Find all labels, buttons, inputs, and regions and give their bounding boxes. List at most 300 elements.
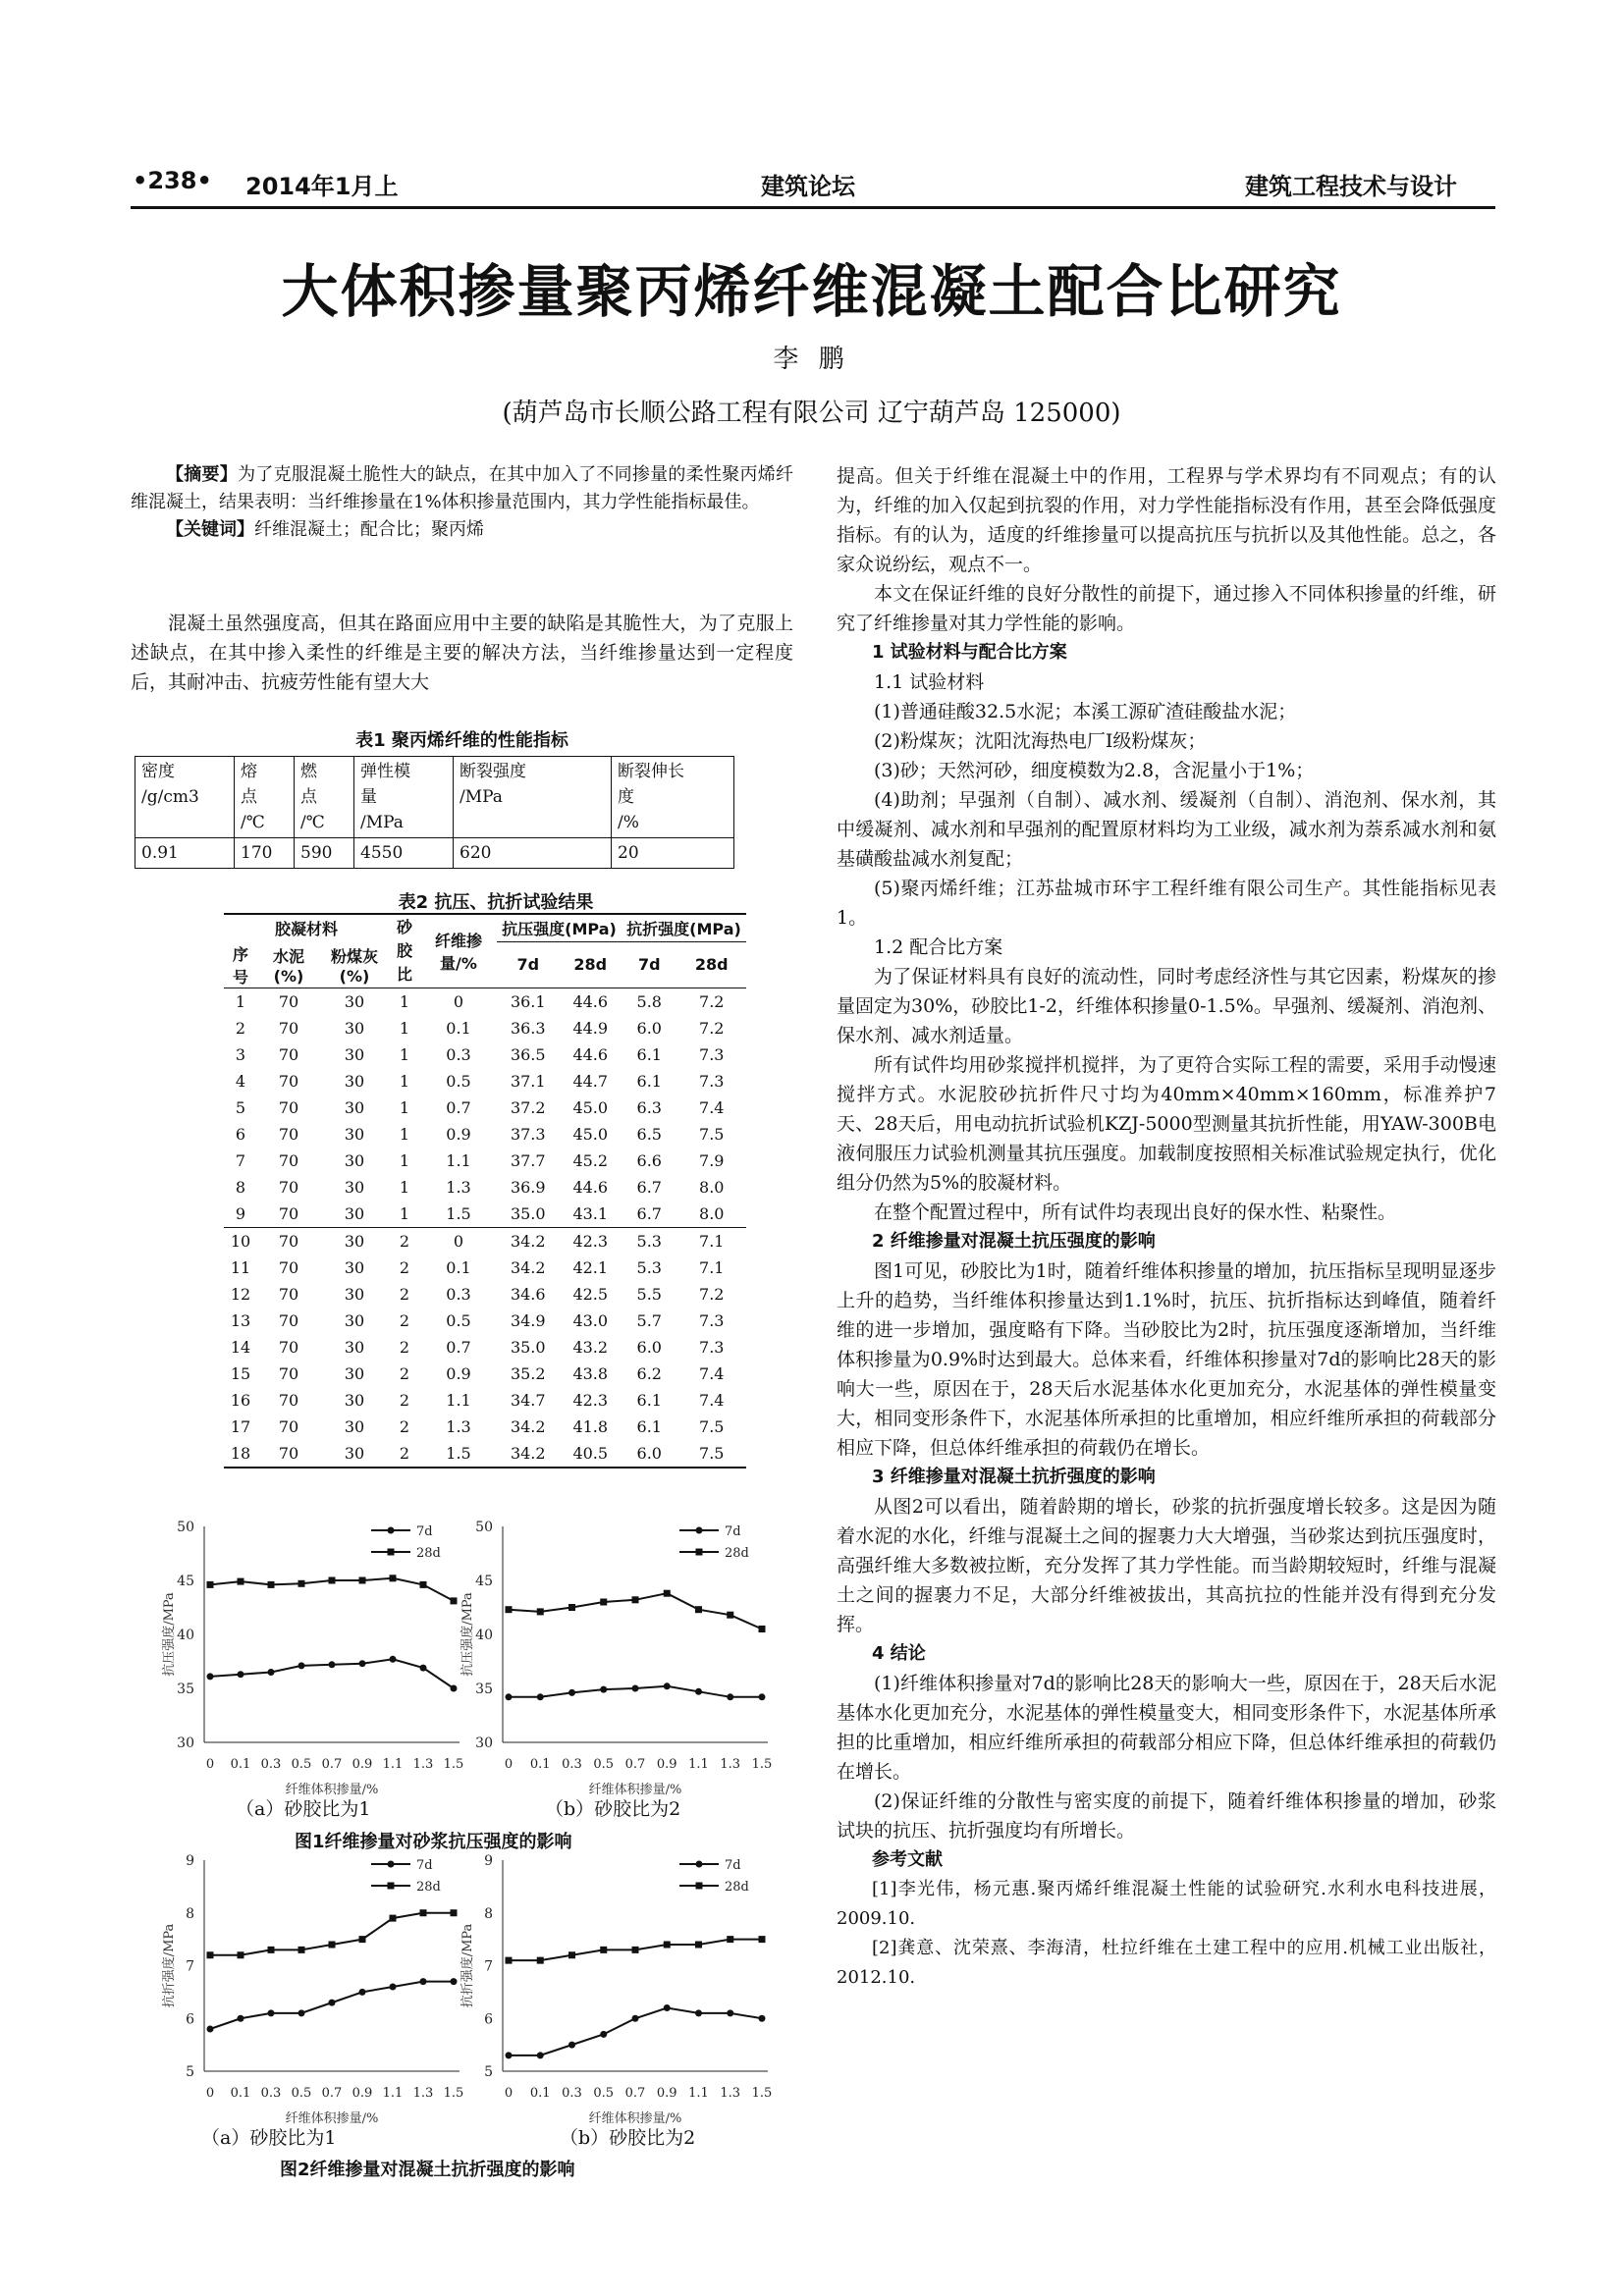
y-tick-label: 35	[475, 1682, 493, 1697]
table2-cell: 6.0	[636, 1337, 662, 1357]
y-tick-label: 6	[186, 2011, 194, 2028]
chart-fig1a	[157, 1517, 471, 1816]
table2-cell: 34.2	[510, 1416, 546, 1436]
point-28d	[268, 1581, 275, 1588]
x-tick-label: 0.5	[291, 2086, 312, 2101]
table2-cell: 70	[278, 1257, 299, 1277]
table2-cell: 6.1	[636, 1044, 662, 1064]
fig1-caption: 图1纤维掺量对砂浆抗压强度的影响	[295, 1832, 572, 1852]
point-7d	[329, 1661, 336, 1668]
table2-cell: 6.5	[636, 1124, 662, 1144]
table2-cell: 35.0	[510, 1203, 546, 1223]
table2-cell: 6.1	[636, 1416, 662, 1436]
x-tick-label: 1.1	[382, 2086, 404, 2101]
table2-cell: 44.7	[572, 1071, 609, 1091]
table2-cell: 44.6	[572, 1177, 609, 1197]
table2-cell: 37.7	[510, 1150, 546, 1170]
table2-cell: 45.2	[572, 1150, 609, 1170]
table1-header-cell: 密度 /g/cm3	[135, 757, 235, 838]
table2-cell: 44.6	[572, 1044, 609, 1064]
table2-cell: 42.5	[572, 1284, 609, 1304]
article-author: 李 鹏	[773, 345, 850, 374]
point-28d	[600, 1599, 607, 1606]
table2-cell: 70	[278, 1337, 299, 1357]
table2-cell: 6.0	[636, 1443, 662, 1463]
table2-cell: 5.8	[636, 991, 662, 1011]
legend-label: 28d	[725, 1880, 749, 1895]
para-method: 所有试件均用砂浆搅拌机搅拌，为了更符合实际工程的需要，采用手动慢速搅拌方式。水泥胶砂抗折件尺寸均为40mm×40mm×160mm，标准养护7天、28天后，用电动抗折试验机KZJ-5000型测量其抗折性能，用YAW-300B电液伺服压力试验机测量其抗压强度。加载制度按照相关标准试验规定执行，优化组分仍然为5%的胶凝材料。	[837, 1054, 1496, 1194]
point-28d	[568, 1951, 575, 1958]
table1	[135, 756, 734, 869]
table2-cell: 30	[344, 1097, 365, 1117]
table2-cell: 7.9	[699, 1150, 725, 1170]
table2-cell: 2	[399, 1443, 410, 1463]
table2-cell: 6.0	[636, 1018, 662, 1038]
point-7d	[268, 1669, 275, 1676]
table2-cell: 43.0	[572, 1310, 609, 1330]
point-28d	[268, 1947, 275, 1953]
abstract-block	[131, 461, 793, 544]
point-28d	[420, 1581, 427, 1588]
table2-caption: 表2 抗压、抗折试验结果	[398, 892, 594, 913]
x-tick-label: 0.7	[321, 1757, 343, 1772]
table2-cell: 45.0	[572, 1097, 609, 1117]
point-7d	[537, 2052, 544, 2058]
table2-cell: 12	[230, 1284, 251, 1304]
table-row	[224, 1255, 746, 1281]
x-tick-label: 1.3	[412, 2086, 434, 2101]
table2-cell: 42.3	[572, 1390, 609, 1410]
table2-cell: 8.0	[699, 1203, 725, 1223]
legend-label: 7d	[416, 1524, 433, 1539]
table2-cell: 0.1	[446, 1257, 471, 1277]
table2-cell: 35.2	[510, 1363, 546, 1383]
table2-cell: 30	[344, 1018, 365, 1038]
table2-cell: 34.2	[510, 1443, 546, 1463]
journal-column: 建筑工程技术与设计	[1245, 173, 1457, 200]
point-28d	[238, 1578, 244, 1585]
table-row	[224, 1334, 746, 1361]
y-tick-label: 35	[177, 1682, 194, 1697]
table-row	[224, 1440, 746, 1467]
point-28d	[298, 1947, 305, 1953]
legend-label: 28d	[416, 1546, 441, 1561]
material-2: (2)粉煤灰；沈阳沈海热电厂I级粉煤灰；	[874, 730, 1207, 752]
table2-cell: 70	[278, 991, 299, 1011]
point-7d	[420, 1978, 427, 1985]
section-1-heading: 1 试验材料与配合比方案	[872, 642, 1067, 663]
x-tick-label: 0	[504, 1757, 514, 1772]
table2-cell: 7.3	[699, 1337, 725, 1357]
x-tick-label: 0	[205, 1757, 215, 1772]
table2-cell: 40.5	[572, 1443, 609, 1463]
section-2-heading: 2 纤维掺量对混凝土抗压强度的影响	[872, 1231, 1156, 1252]
point-7d	[359, 1660, 366, 1667]
legend-marker-7d	[388, 1861, 395, 1868]
point-28d	[537, 1957, 544, 1964]
point-28d	[632, 1596, 639, 1603]
table-row	[224, 1308, 746, 1334]
table2-cell: 70	[278, 1071, 299, 1091]
table2-cell: 70	[278, 1416, 299, 1436]
point-28d	[390, 1575, 397, 1581]
point-7d	[268, 2009, 275, 2016]
point-28d	[759, 1626, 766, 1632]
table2-cell: 2	[235, 1018, 246, 1038]
table2-cell: 34.6	[510, 1284, 546, 1304]
table-row	[224, 1068, 746, 1095]
th-ratio: 砂胶比	[396, 917, 412, 984]
x-tick-label: 1.3	[412, 1757, 434, 1772]
table2-cell: 1	[399, 1044, 410, 1064]
legend-marker-28d	[388, 1883, 395, 1890]
fig2-caption: 图2纤维掺量对混凝土抗折强度的影响	[280, 2160, 575, 2180]
x-tick-label: 0.9	[352, 2086, 373, 2101]
point-28d	[238, 1951, 244, 1958]
point-7d	[632, 2015, 639, 2022]
th-flex-28d: 28d	[694, 955, 729, 975]
para-mix: 为了保证材料具有良好的流动性，同时考虑经济性与其它因素，粉煤灰的掺量固定为30%，砂胶比1-2，纤维体积掺量0-1.5%。早强剂、缓凝剂、消泡剂、保水剂、减水剂适量。	[837, 966, 1496, 1046]
para-compressive: 图1可见，砂胶比为1时，随着纤维体积掺量的增加，抗压指标呈现明显逐步上升的趋势，当纤维体积掺量达到1.1%时，抗压、抗折指标达到峰值，随着纤维的进一步增加，强度略有下降。当砂胶比为2时，抗压强度逐渐增加，当纤维体积掺量为0.9%时达到最大。总体来看，纤维体积掺量对7d的影响比28天的影响大一些，原因在于，28天后水泥基体水化更加充分，水泥基体的弹性模量变大，相同变形条件下，水泥基体所承担的比重增加，相应纤维所承担的荷载部分相应下降，但总体纤维承担的荷载仍在增长。	[837, 1260, 1496, 1459]
table1-caption: 表1 聚丙烯纤维的性能指标	[355, 730, 568, 751]
table2-cell: 7.3	[699, 1044, 725, 1064]
point-28d	[390, 1915, 397, 1922]
chart-fig2b	[452, 1850, 785, 2145]
legend-marker-7d	[696, 1527, 703, 1534]
table2-cell: 1	[399, 1018, 410, 1038]
fig2b-caption: （b）砂胶比为2	[560, 2127, 696, 2149]
table2-cell: 30	[344, 1177, 365, 1197]
legend-marker-28d	[388, 1549, 395, 1556]
fig2a-caption: （a）砂胶比为1	[201, 2127, 337, 2149]
table2-cell: 70	[278, 1363, 299, 1383]
table2-cell: 34.2	[510, 1257, 546, 1277]
table2-cell: 1	[399, 1150, 410, 1170]
table2-cell: 5	[235, 1097, 246, 1117]
x-axis-label: 纤维体积掺量/%	[588, 1783, 682, 1797]
table2-cell: 6.7	[636, 1177, 662, 1197]
x-tick-label: 1.5	[751, 2086, 773, 2101]
point-28d	[695, 1606, 702, 1613]
point-28d	[359, 1936, 366, 1943]
y-tick-label: 50	[177, 1520, 194, 1535]
point-28d	[420, 1909, 427, 1916]
material-4: (4)助剂；早强剂（自制）、减水剂、缓凝剂（自制）、消泡剂、保水剂，其中缓凝剂、减水剂和早强剂的配置原材料均为工业级，减水剂为萘系减水剂和氨基磺酸盐减水剂复配；	[837, 789, 1496, 870]
point-7d	[568, 2042, 575, 2049]
point-7d	[238, 2015, 244, 2022]
x-axis-label: 纤维体积掺量/%	[285, 1783, 379, 1797]
table2-cell: 2	[399, 1310, 410, 1330]
point-28d	[600, 1947, 607, 1953]
table2-cell: 7.3	[699, 1071, 725, 1091]
x-tick-label: 0.7	[624, 2086, 646, 2101]
y-tick-label: 9	[484, 1853, 493, 1869]
point-7d	[238, 1671, 244, 1678]
table2-cell: 17	[230, 1416, 251, 1436]
x-tick-label: 0.7	[624, 1757, 646, 1772]
y-tick-label: 30	[475, 1735, 493, 1751]
y-tick-label: 50	[475, 1520, 493, 1535]
issue-date: 2014年1月上	[245, 173, 399, 200]
table2-cell: 1.5	[446, 1203, 471, 1223]
y-axis-label: 抗压强度/MPa	[162, 1592, 177, 1677]
intro-text: 混凝土虽然强度高，但其在路面应用中主要的缺陷是其脆性大，为了克服上述缺点，在其中掺入柔性的纤维是主要的解决方法，当纤维掺量达到一定程度后，其耐冲击、抗疲劳性能有望大大	[131, 613, 793, 693]
point-7d	[632, 1685, 639, 1692]
point-28d	[298, 1580, 305, 1587]
table1-value-cell: 4550	[354, 838, 454, 869]
table2-cell: 43.1	[572, 1203, 609, 1223]
th-flex-7d: 7d	[637, 955, 661, 975]
table-row	[224, 1281, 746, 1308]
x-tick-label: 0.5	[593, 2086, 615, 2101]
table2-cell: 1.5	[446, 1443, 471, 1463]
table2-cell: 37.3	[510, 1124, 546, 1144]
y-tick-label: 9	[186, 1853, 194, 1869]
th-no: 序号	[232, 944, 248, 987]
th-ash: 粉煤灰(%)	[330, 946, 378, 986]
point-7d	[568, 1689, 575, 1696]
y-axis-label: 抗折强度/MPa	[162, 1923, 177, 2008]
legend-label: 7d	[725, 1524, 741, 1539]
table2-cell: 44.6	[572, 991, 609, 1011]
table2-cell: 7.5	[699, 1443, 725, 1463]
table2-cell: 7.2	[699, 1284, 725, 1304]
table2-cell: 70	[278, 1018, 299, 1038]
point-28d	[632, 1947, 639, 1953]
table2-cell: 70	[278, 1124, 299, 1144]
y-tick-label: 45	[475, 1574, 493, 1589]
y-axis-label: 抗压强度/MPa	[460, 1592, 475, 1677]
reference-2: [2]龚意、沈荣熹、李海清，杜拉纤维在土建工程中的应用.机械工业出版社，2012.10.	[837, 1938, 1496, 1988]
point-7d	[759, 2015, 766, 2022]
th-flex: 抗折强度(MPa)	[622, 915, 746, 942]
point-28d	[759, 1936, 766, 1943]
conclusion-2: (2)保证纤维的分散性与密实度的前提下，随着纤维体积掺量的增加，砂浆试块的抗压、抗折强度均有所增长。	[837, 1790, 1496, 1842]
abstract-label: 【摘要】	[166, 464, 239, 485]
table2-cell: 70	[278, 1203, 299, 1223]
table2-cell: 16	[230, 1390, 251, 1410]
table-row	[224, 1121, 746, 1148]
table2-cell: 30	[344, 1071, 365, 1091]
table2-cell: 30	[344, 1310, 365, 1330]
table2-cell: 5.3	[636, 1231, 662, 1251]
table2-cell: 70	[278, 1390, 299, 1410]
table2-cell: 70	[278, 1310, 299, 1330]
table2-cell: 36.3	[510, 1018, 546, 1038]
table2-cell: 10	[230, 1231, 251, 1251]
table2-cell: 2	[399, 1363, 410, 1383]
x-tick-label: 0.1	[529, 2086, 551, 2101]
table2-cell: 30	[344, 1150, 365, 1170]
series-line-28d	[210, 1913, 454, 1955]
point-7d	[207, 2026, 214, 2033]
table2-cell: 30	[344, 1390, 365, 1410]
point-28d	[727, 1612, 733, 1619]
table2-cell: 43.8	[572, 1363, 609, 1383]
table2-cell: 6.2	[636, 1363, 662, 1383]
x-tick-label: 0.9	[656, 1757, 677, 1772]
th-comp: 抗压强度(MPa)	[497, 915, 622, 942]
legend-label: 28d	[725, 1546, 749, 1561]
point-7d	[329, 2000, 336, 2006]
table2-cell: 14	[230, 1337, 251, 1357]
table2-cell: 7.3	[699, 1310, 725, 1330]
table-row	[224, 1148, 746, 1174]
table2-cell: 34.9	[510, 1310, 546, 1330]
table2-cell: 8	[235, 1177, 246, 1197]
table1-value-cell: 590	[295, 838, 354, 869]
table1-header-cell: 断裂伸长 度 /%	[612, 757, 734, 838]
table2-cell: 34.7	[510, 1390, 546, 1410]
table-row	[224, 1015, 746, 1041]
reference-1: [1]李光伟，杨元惠.聚丙烯纤维混凝土性能的试验研究.水利水电科技进展，2009.10.	[837, 1879, 1496, 1929]
point-7d	[664, 2004, 671, 2011]
table-row	[224, 1095, 746, 1121]
table2-cell: 0.5	[446, 1071, 471, 1091]
y-tick-label: 6	[484, 2011, 493, 2028]
table2-cell: 35.0	[510, 1337, 546, 1357]
table2-cell: 5.5	[636, 1284, 662, 1304]
x-tick-label: 0.3	[562, 1757, 582, 1772]
keywords-label: 【关键词】	[166, 519, 254, 540]
legend-marker-7d	[388, 1527, 395, 1534]
table-row	[224, 1201, 746, 1228]
table2-cell: 1	[399, 1177, 410, 1197]
point-7d	[420, 1665, 427, 1672]
conclusion-1: (1)纤维体积掺量对7d的影响比28天的影响大一些，原因在于，28天后水泥基体水化更加充分，水泥基体的弹性模量变大，相同变形条件下，水泥基体所承担的比重增加，相应纤维所承担的荷载部分相应下降，但总体纤维承担的荷载仍在增长。	[837, 1673, 1496, 1783]
point-7d	[695, 1688, 702, 1695]
x-axis-label: 纤维体积掺量/%	[588, 2111, 682, 2126]
table2-cell: 0.9	[446, 1124, 471, 1144]
table2-cell: 6.7	[636, 1203, 662, 1223]
table2-cell: 30	[344, 1044, 365, 1064]
header-rule	[131, 206, 1495, 209]
table2-cell: 6.1	[636, 1390, 662, 1410]
table2-cell: 42.3	[572, 1231, 609, 1251]
th-fiber: 纤维掺量/%	[434, 931, 482, 973]
table2-cell: 15	[230, 1363, 251, 1383]
x-tick-label: 1.1	[382, 1757, 404, 1772]
para-flexural: 从图2可以看出，随着龄期的增长，砂浆的抗折强度增长较多。这是因为随着水泥的水化，纤维与混凝土之间的握裹力大大增强，当砂浆达到抗压强度时，高强纤维大多数被拉断，充分发挥了其力学性能。而当龄期较短时，纤维与混凝土之间的握裹力不足，大部分纤维被拔出，其高抗拉的性能并没有得到充分发挥。	[837, 1496, 1496, 1635]
table2-cell: 30	[344, 1124, 365, 1144]
point-28d	[207, 1581, 214, 1588]
table2-cell: 2	[399, 1390, 410, 1410]
table2-cell: 2	[399, 1284, 410, 1304]
table2-cell: 36.5	[510, 1044, 546, 1064]
table2-cell: 43.2	[572, 1337, 609, 1357]
table2-cell: 70	[278, 1177, 299, 1197]
th-cement: 水泥(%)	[272, 946, 304, 986]
table-row	[224, 1174, 746, 1201]
table2-cell: 8.0	[699, 1177, 725, 1197]
x-tick-label: 0.5	[593, 1757, 615, 1772]
table2-cell: 1.3	[446, 1177, 471, 1197]
table2-cell: 70	[278, 1150, 299, 1170]
table2-cell: 5.7	[636, 1310, 662, 1330]
keywords-text: 纤维混凝土；配合比；聚丙烯	[254, 519, 484, 540]
legend-label: 7d	[416, 1858, 433, 1873]
point-7d	[727, 1693, 733, 1700]
point-7d	[695, 2009, 702, 2016]
table2	[224, 913, 746, 1468]
table1-header-cell: 燃 点 /℃	[295, 757, 354, 838]
point-28d	[207, 1951, 214, 1958]
table2-cell: 1	[235, 991, 246, 1011]
chart-fig1b	[452, 1517, 785, 1816]
table2-cell: 30	[344, 1257, 365, 1277]
table2-cell: 30	[344, 1363, 365, 1383]
x-tick-label: 1.1	[688, 1757, 709, 1772]
page-number: •238•	[133, 167, 212, 194]
y-tick-label: 7	[186, 1958, 194, 1975]
material-5: (5)聚丙烯纤维；江苏盐城市环宇工程纤维有限公司生产。其性能指标见表1。	[837, 878, 1496, 929]
table2-cell: 30	[344, 1284, 365, 1304]
material-1: (1)普通硅酸32.5水泥；本溪工源矿渣硅酸盐水泥；	[874, 701, 1297, 722]
y-tick-label: 45	[177, 1574, 194, 1589]
table2-cell: 41.8	[572, 1416, 609, 1436]
table2-cell: 45.0	[572, 1124, 609, 1144]
th-comp-7d: 7d	[516, 955, 540, 975]
table2-cell: 42.1	[572, 1257, 609, 1277]
y-tick-label: 8	[484, 1905, 493, 1922]
right-column	[837, 461, 1496, 1993]
section-3-heading: 3 纤维掺量对混凝土抗折强度的影响	[872, 1467, 1156, 1487]
table2-cell: 13	[230, 1310, 251, 1330]
x-tick-label: 0.1	[230, 1757, 251, 1772]
section-1-2-heading: 1.2 配合比方案	[874, 936, 1003, 958]
legend-label: 28d	[416, 1880, 441, 1895]
point-7d	[506, 2052, 513, 2058]
material-3: (3)砂；天然河砂，细度模数为2.8，含泥量小于1%；	[874, 760, 1315, 781]
y-tick-label: 5	[186, 2064, 194, 2080]
point-7d	[298, 2009, 305, 2016]
table2-cell: 36.9	[510, 1177, 546, 1197]
legend-label: 7d	[725, 1858, 741, 1873]
table2-cell: 7	[235, 1150, 246, 1170]
table2-cell: 36.1	[510, 991, 546, 1011]
point-28d	[506, 1606, 513, 1613]
table2-cell: 30	[344, 1443, 365, 1463]
table1-value-cell: 20	[612, 838, 734, 869]
table1-value-cell: 170	[235, 838, 295, 869]
para-purpose: 本文在保证纤维的良好分散性的前提下，通过掺入不同体积掺量的纤维，研究了纤维掺量对其力学性能的影响。	[837, 583, 1496, 634]
table2-cell: 7.2	[699, 1018, 725, 1038]
table-row	[224, 1387, 746, 1414]
fig1a-caption: （a）砂胶比为1	[236, 1798, 371, 1820]
table2-cell: 1	[399, 1203, 410, 1223]
point-28d	[568, 1604, 575, 1611]
table2-cell: 7.5	[699, 1124, 725, 1144]
table2-cell: 30	[344, 1416, 365, 1436]
table2-cell: 70	[278, 1231, 299, 1251]
table-row	[224, 1041, 746, 1068]
x-tick-label: 0.3	[260, 2086, 282, 2101]
table2-cell: 1	[399, 1071, 410, 1091]
table2-cell: 0.5	[446, 1310, 471, 1330]
x-tick-label: 0.1	[529, 1757, 551, 1772]
table2-cell: 7.5	[699, 1416, 725, 1436]
table2-cell: 0.7	[446, 1097, 471, 1117]
table2-cell: 11	[230, 1257, 251, 1277]
references-heading: 参考文献	[872, 1849, 943, 1870]
x-tick-label: 1.1	[688, 2086, 709, 2101]
table-row	[224, 1227, 746, 1255]
table2-cell: 2	[399, 1257, 410, 1277]
chart-fig2a	[157, 1850, 471, 2145]
table2-cell: 9	[235, 1203, 246, 1223]
table2-cell: 1.1	[446, 1390, 471, 1410]
article-affiliation: (葫芦岛市长顺公路工程有限公司 辽宁葫芦岛 125000)	[502, 399, 1121, 428]
